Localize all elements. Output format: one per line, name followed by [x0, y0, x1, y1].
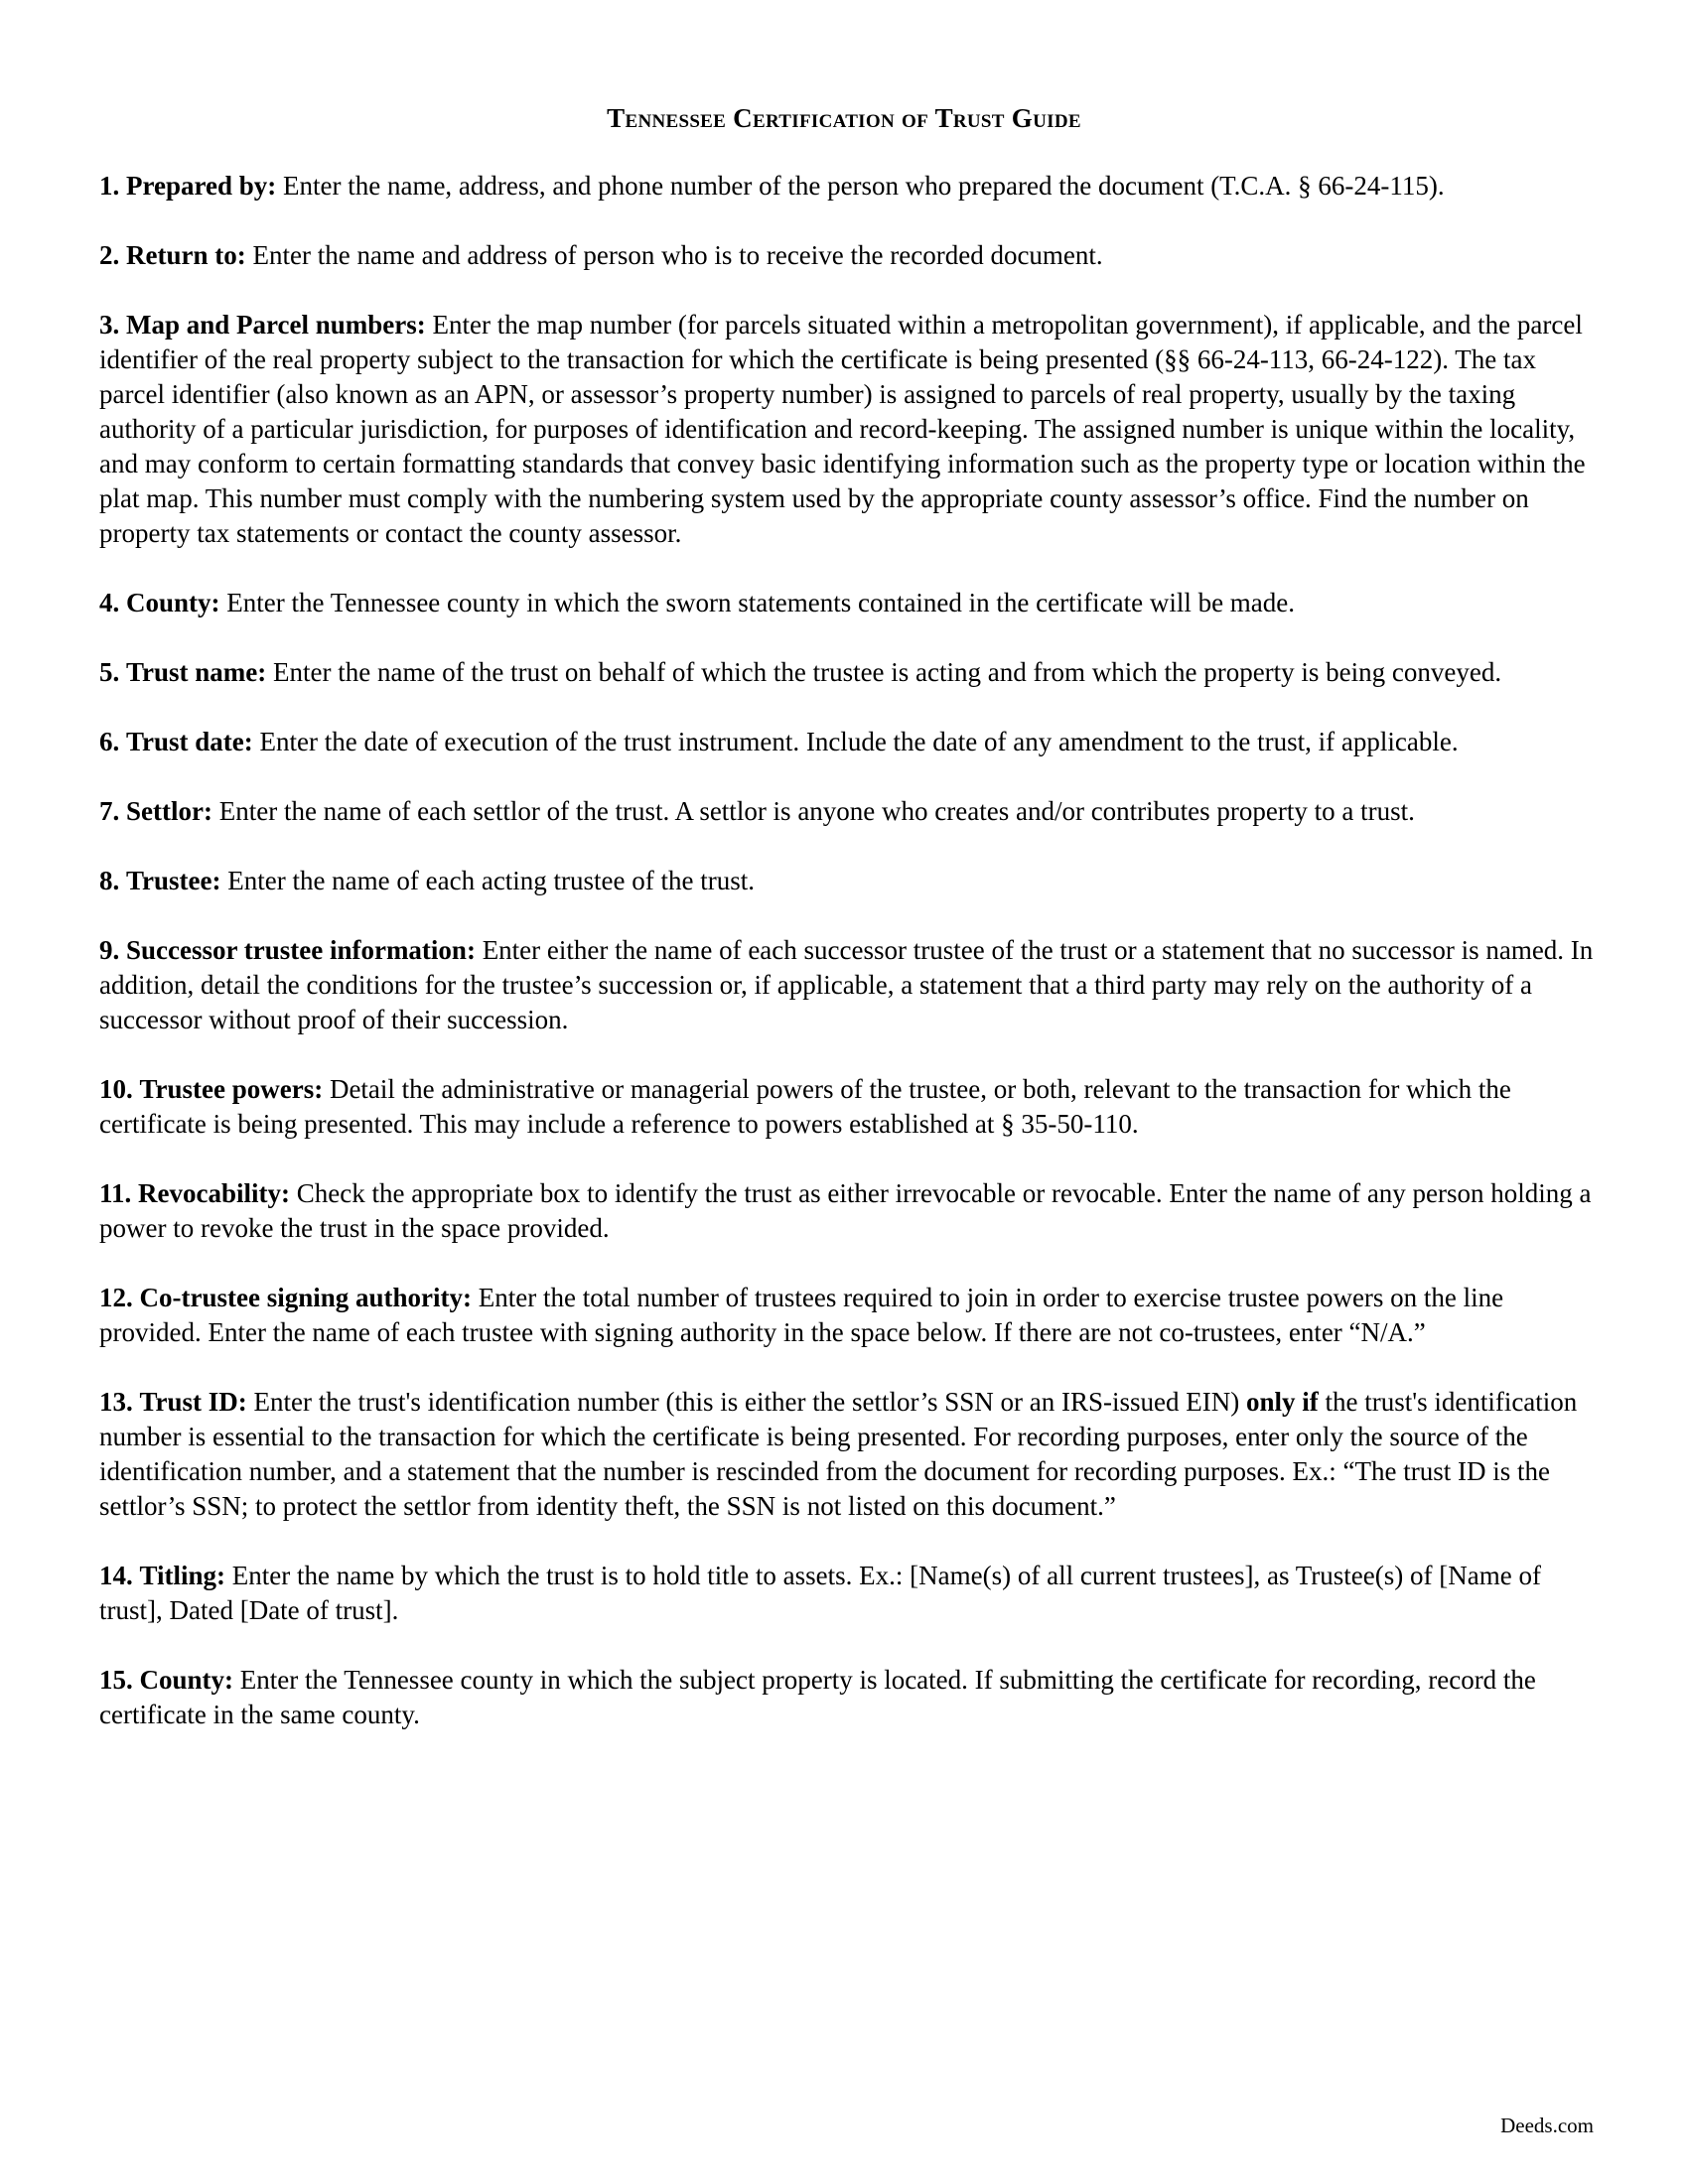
- document-title: Tennessee Certification of Trust Guide: [607, 103, 1081, 133]
- item-number: 14.: [99, 1561, 133, 1590]
- list-item-county-property: [99, 1663, 1599, 1732]
- item-text: the trust's identification number is essential to the transaction for which the certificate is being presented. For recording purposes, enter only the source of the identification number, and a statement that the number is rescinded from the document for recording purposes. Ex.: “The trust ID is the settlor’s SSN; to protect the settlor from identity theft, the SSN is not listed on this document.”: [99, 1387, 1578, 1521]
- item-number: 4.: [99, 588, 120, 617]
- item-text: Enter the date of execution of the trust instrument. Include the date of any amendment to the trust, if applicable.: [252, 727, 1459, 756]
- item-label: Co-trustee signing authority:: [139, 1283, 472, 1312]
- item-label: Trust ID:: [139, 1387, 247, 1417]
- item-emphasis: only if: [1245, 1387, 1319, 1417]
- item-number: 3.: [99, 310, 120, 340]
- list-item-trustee-powers: [99, 1072, 1599, 1142]
- item-text: Enter the name and address of person who is to receive the recorded document.: [245, 240, 1103, 270]
- item-number: 15.: [99, 1665, 133, 1695]
- item-number: 12.: [99, 1283, 133, 1312]
- item-number: 6.: [99, 727, 120, 756]
- item-text: Enter the name of each acting trustee of the trust.: [220, 866, 756, 895]
- item-label: Trustee:: [126, 866, 221, 895]
- item-number: 10.: [99, 1074, 133, 1104]
- item-text: Detail the administrative or managerial powers of the trustee, or both, relevant to the transaction for which the certificate is being presented. This may include a reference to powers established at § 35-50-110.: [99, 1074, 1511, 1139]
- item-label: Prepared by:: [126, 171, 277, 201]
- item-number: 8.: [99, 866, 120, 895]
- list-item-settlor: [99, 794, 1599, 829]
- item-text: Enter the Tennessee county in which the subject property is located. If submitting the certificate for recording, record the certificate in the same county.: [99, 1665, 1536, 1729]
- list-item-trust-date: [99, 725, 1599, 759]
- item-text: Enter the name by which the trust is to hold title to assets. Ex.: [Name(s) of all current trustees], as Trustee(s) of [Name of trust], Dated [Date of trust].: [99, 1561, 1541, 1625]
- item-text: Enter the total number of trustees required to join in order to exercise trustee powers on the line provided. Enter the name of each trustee with signing authority in the space below. If there are not co-trustees, enter “N/A.”: [99, 1283, 1504, 1347]
- item-label: Revocability:: [138, 1178, 290, 1208]
- list-item-revocability: [99, 1176, 1599, 1246]
- item-label: Settlor:: [126, 796, 212, 826]
- instruction-list: [99, 169, 1599, 1767]
- item-number: 9.: [99, 935, 120, 965]
- list-item-co-trustee-signing-authority: [99, 1281, 1599, 1350]
- item-label: Return to:: [126, 240, 246, 270]
- item-number: 7.: [99, 796, 120, 826]
- item-text: Enter the map number (for parcels situated within a metropolitan government), if applicable, and the parcel identifier of the real property subject to the transaction for which the certificate is being presented (§§ 66-24-113, 66-24-122). The tax parcel identifier (also known as an APN, or assessor’s property number) is assigned to parcels of real property, usually by the taxing authority of a particular jurisdiction, for purposes of identification and record-keeping. The assigned number is unique within the locality, and may conform to certain formatting standards that convey basic identifying information such as the property type or location within the plat map. This number must comply with the numbering system used by the appropriate county assessor’s office. Find the number on property tax statements or contact the county assessor.: [99, 310, 1586, 548]
- item-number: 11.: [99, 1178, 132, 1208]
- list-item-successor-trustee: [99, 933, 1599, 1037]
- footer-brand: Deeds.com: [1500, 2114, 1594, 2137]
- item-number: 5.: [99, 657, 120, 687]
- item-label: County:: [139, 1665, 234, 1695]
- item-text: Enter the Tennessee county in which the sworn statements contained in the certificate will be made.: [219, 588, 1296, 617]
- list-item-map-and-parcel-numbers: [99, 308, 1599, 551]
- list-item-trust-name: [99, 655, 1599, 690]
- item-label: Successor trustee information:: [126, 935, 476, 965]
- item-text: Enter the name of the trust on behalf of which the trustee is acting and from which the property is being conveyed.: [266, 657, 1502, 687]
- item-text: Enter either the name of each successor trustee of the trust or a statement that no successor is named. In addition, detail the conditions for the trustee’s succession or, if applicable, a statement that a third party may rely on the authority of a successor without proof of their succession.: [99, 935, 1594, 1034]
- item-text: Enter the name, address, and phone number of the person who prepared the document (T.C.A. § 66-24-115).: [276, 171, 1445, 201]
- item-text: Check the appropriate box to identify the trust as either irrevocable or revocable. Enter the name of any person holding a power to revoke the trust in the space provided.: [99, 1178, 1592, 1243]
- list-item-county-statements: [99, 586, 1599, 620]
- item-label: County:: [126, 588, 220, 617]
- item-text-before: Enter the trust's identification number (this is either the settlor’s SSN or an IRS-issued EIN): [246, 1387, 1246, 1417]
- list-item-titling: [99, 1559, 1599, 1628]
- item-label: Map and Parcel numbers:: [126, 310, 426, 340]
- item-label: Trust name:: [126, 657, 267, 687]
- item-label: Titling:: [139, 1561, 226, 1590]
- list-item-trust-id: [99, 1385, 1599, 1524]
- item-number: 2.: [99, 240, 120, 270]
- item-label: Trust date:: [126, 727, 253, 756]
- item-number: 1.: [99, 171, 120, 201]
- list-item-trustee: [99, 864, 1599, 898]
- item-number: 13.: [99, 1387, 133, 1417]
- item-label: Trustee powers:: [139, 1074, 324, 1104]
- list-item-prepared-by: [99, 169, 1599, 204]
- item-text: Enter the name of each settlor of the trust. A settlor is anyone who creates and/or contributes property to a trust.: [211, 796, 1415, 826]
- list-item-return-to: [99, 238, 1599, 273]
